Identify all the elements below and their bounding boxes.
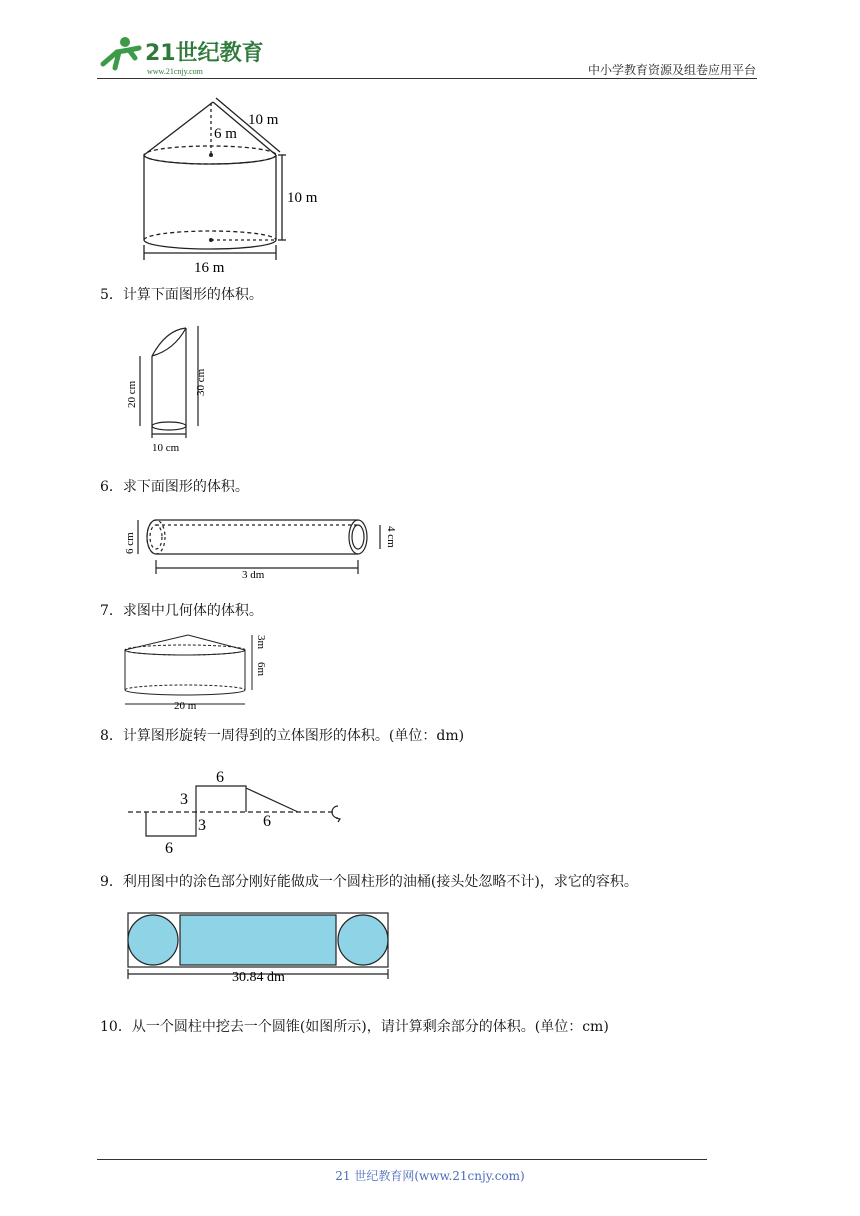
question-9 [100, 873, 638, 891]
question-number: 7． [100, 603, 123, 619]
question-text: 计算下面图形的体积。 [122, 287, 263, 303]
label-short-side: 20 cm [126, 380, 138, 408]
header-platform-text: 中小学教育资源及组卷应用平台 [587, 63, 756, 77]
question-text: 求图中几何体的体积。 [122, 603, 263, 619]
label-top: 6 [216, 769, 224, 786]
question-number: 10． [100, 1019, 132, 1035]
label-cone-height: 6 m [214, 126, 237, 142]
label-length: 30.84 dm [232, 970, 285, 985]
figure-cone-cylinder-small [118, 630, 278, 712]
question-text: 计算图形旋转一周得到的立体图形的体积。(单位：dm) [122, 728, 465, 744]
label-cone-h: 3m [255, 635, 267, 650]
runner-icon [103, 37, 139, 68]
footer-text: 21 世纪教育网(www.21cnjy.com) [335, 1169, 525, 1183]
figure-cut-cylinder [118, 318, 218, 456]
label-inner: 4 cm [385, 526, 397, 548]
question-text: 从一个圆柱中挖去一个圆锥(如图所示)，请计算剩余部分的体积。(单位：cm) [131, 1019, 609, 1035]
label-left-up: 3 [180, 791, 188, 808]
question-text: 利用图中的涂色部分刚好能做成一个圆柱形的油桶(接头处忽略不计)，求它的容积。 [122, 874, 638, 890]
figure-oil-drum-net [124, 910, 394, 985]
figure-rotation-shape [118, 762, 358, 857]
question-5 [100, 286, 263, 304]
footer-divider [97, 1159, 707, 1160]
label-diameter: 10 cm [152, 442, 180, 454]
header-divider [97, 78, 757, 79]
question-text: 求下面图形的体积。 [122, 479, 249, 495]
question-7 [100, 602, 263, 620]
label-slope: 6 [263, 813, 271, 830]
figure-cone-on-cylinder [130, 95, 340, 280]
label-bottom: 6 [165, 840, 173, 857]
label-diameter: 16 m [194, 260, 225, 276]
label-slant: 10 m [248, 112, 279, 128]
label-cyl-h: 6m [255, 662, 267, 677]
question-10 [100, 1018, 609, 1036]
logo-url: www.21cnjy.com [147, 67, 203, 76]
label-right-down: 3 [198, 817, 206, 834]
label-long-side: 30 cm [195, 368, 207, 396]
label-diameter: 20 m [174, 700, 197, 712]
header-logo [95, 34, 265, 78]
logo-text: 21世纪教育 [145, 41, 264, 66]
question-number: 5． [100, 287, 123, 303]
figure-pipe [118, 510, 408, 582]
label-cyl-height: 10 m [287, 190, 318, 206]
question-number: 9． [100, 874, 123, 890]
question-number: 8． [100, 728, 123, 744]
question-number: 6． [100, 479, 123, 495]
question-8 [100, 727, 464, 745]
label-outer: 6 cm [124, 532, 136, 554]
question-6 [100, 478, 249, 496]
label-length: 3 dm [242, 569, 265, 581]
